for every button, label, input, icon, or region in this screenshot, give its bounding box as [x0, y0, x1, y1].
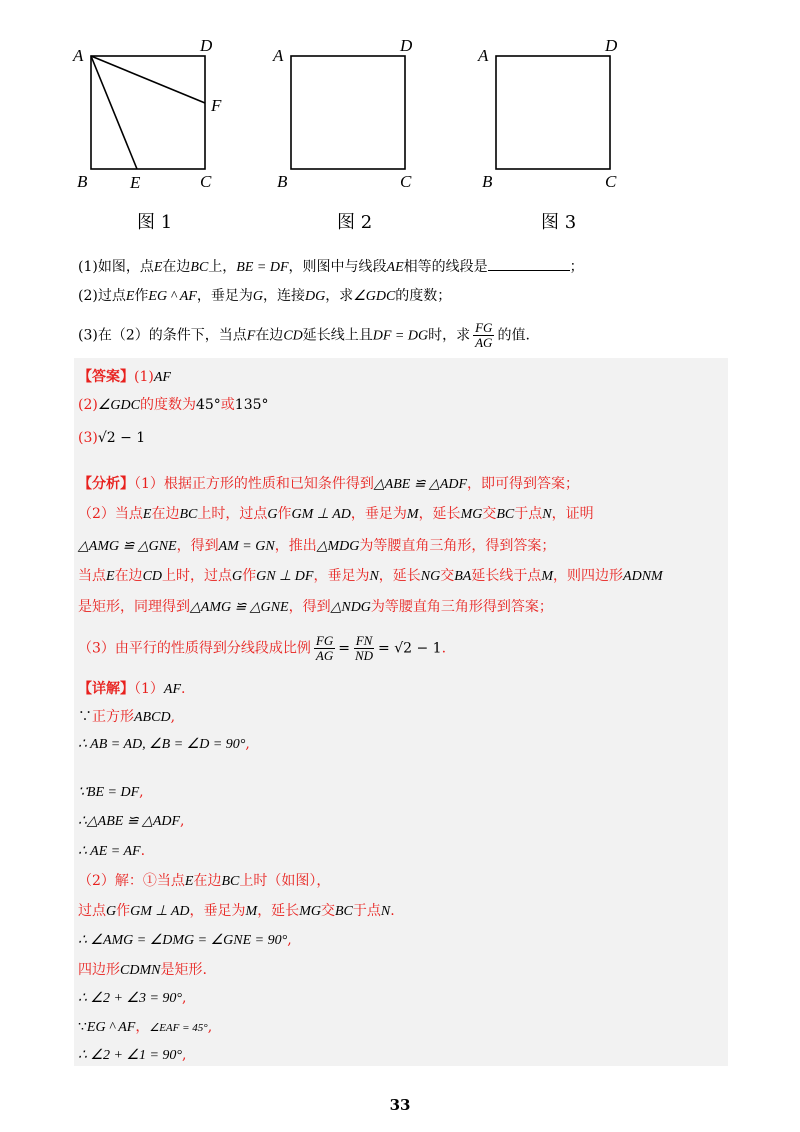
- analysis-tag: 【分析】: [78, 476, 134, 492]
- q3-text: 的值.: [497, 327, 530, 344]
- analysis-line-5: [78, 597, 553, 618]
- fig1-label-d: D: [200, 36, 213, 55]
- detail-text: ,: [180, 813, 185, 829]
- detail-text: 作: [116, 903, 131, 919]
- detail-math: N: [380, 904, 391, 919]
- detail-line-13: [78, 1045, 186, 1066]
- answer-line-2: [78, 395, 269, 416]
- geometry-figures: [0, 0, 800, 200]
- analysis-math: = √2 − 1: [378, 640, 442, 657]
- answer-blank[interactable]: [488, 256, 570, 271]
- fig2-label-d: D: [400, 36, 413, 55]
- fig2-label-a: A: [273, 46, 284, 65]
- detail-line-4: [78, 782, 144, 803]
- detail-line-10: [78, 960, 207, 981]
- detail-math: BC: [221, 874, 240, 889]
- analysis-math: G: [232, 569, 243, 584]
- detail-math: BC: [334, 904, 353, 919]
- detail-math: M: [245, 904, 258, 919]
- analysis-math: GM ⊥ AD: [291, 507, 351, 522]
- detail-text: ,: [245, 736, 250, 752]
- detail-line-7: [78, 871, 330, 892]
- detail-text: 上时（如图），: [239, 873, 331, 889]
- q3-math: CD: [283, 328, 303, 344]
- detail-text: .: [140, 843, 146, 859]
- detail-tag: 【详解】: [78, 681, 134, 697]
- fig3-label-d: D: [605, 36, 618, 55]
- analysis-text: ，延长: [378, 568, 421, 584]
- figure2-caption: 图 2: [337, 212, 373, 233]
- question-2: [78, 286, 451, 307]
- q2-math: DG: [304, 289, 326, 304]
- q1-math: E: [153, 260, 163, 275]
- detail-math: ∴ ∠2 + ∠1 = 90°: [78, 1048, 183, 1063]
- analysis-text: （2）当点: [78, 506, 143, 522]
- detail-math: GM ⊥ AD: [130, 904, 190, 919]
- analysis-text: ，则四边形: [553, 568, 624, 584]
- fig3-label-c: C: [605, 172, 617, 191]
- analysis-text: ，推出: [274, 538, 317, 554]
- q3-fraction: [473, 321, 494, 350]
- detail-math: ∠EAF = 45°: [149, 1022, 208, 1034]
- fig2-label-b: B: [277, 172, 288, 191]
- fig1-label-c: C: [200, 172, 212, 191]
- analysis-math: △AMG ≌ △GNE: [78, 539, 177, 554]
- detail-text: 是矩形.: [160, 962, 207, 978]
- answer-math: 45°: [195, 397, 221, 413]
- detail-text: ，: [135, 1019, 150, 1035]
- detail-text: 于点: [352, 903, 381, 919]
- analysis-line-1: [78, 474, 579, 495]
- analysis-text: 交: [482, 506, 497, 522]
- q3-text: (3)在（2）的条件下，当点: [78, 327, 247, 344]
- q2-text: 的度数；: [395, 288, 452, 304]
- answer-math: √2 − 1: [97, 430, 146, 446]
- fig1-label-e: E: [130, 173, 141, 192]
- detail-math: EG ^ AF: [86, 1020, 136, 1035]
- detail-line-2: [78, 707, 175, 728]
- detail-math: ∴ ∠2 + ∠3 = 90°: [78, 991, 183, 1006]
- analysis-math: △AMG ≌ △GNE: [190, 600, 289, 615]
- answer-tag: 【答案】: [78, 369, 134, 385]
- q2-text: (2)过点: [78, 288, 126, 304]
- analysis-line-2: [78, 504, 594, 525]
- q3-text: 在边: [255, 327, 284, 344]
- q2-math: ∠GDC: [353, 289, 396, 304]
- analysis-text: 在边: [114, 568, 143, 584]
- analysis-text: .: [441, 640, 447, 657]
- q1-math: BC: [190, 260, 209, 275]
- analysis-math: △MDG: [316, 539, 360, 554]
- detail-math: ∵: [78, 709, 92, 725]
- detail-text: （2）解：①当点: [78, 873, 185, 889]
- analysis-math: MG: [460, 507, 483, 522]
- question-3: [78, 321, 530, 350]
- q1-text: (1)如图，点: [78, 259, 154, 275]
- fraction-denominator: ND: [354, 648, 374, 663]
- analysis-math: BC: [496, 507, 515, 522]
- analysis-math: N: [542, 507, 552, 522]
- analysis-math: BA: [454, 569, 472, 584]
- fraction-denominator: AG: [315, 648, 334, 663]
- detail-math: ∴ AB = AD, ∠B = ∠D = 90°: [78, 737, 246, 752]
- q3-math: DF = DG: [372, 328, 429, 344]
- q1-math: AE: [386, 260, 404, 275]
- answer-text: 的度数为: [139, 397, 196, 413]
- q1-text: 上，: [208, 259, 237, 275]
- q3-text: 延长线上且: [302, 327, 373, 344]
- answer-text: 或: [220, 397, 235, 413]
- answer-math: AF: [153, 370, 171, 385]
- detail-math: ∴ AE = AF: [78, 844, 141, 859]
- answer-line: [78, 367, 171, 388]
- q2-text: ，连接: [262, 288, 305, 304]
- detail-text: .: [390, 903, 395, 919]
- detail-text: ，延长: [257, 903, 300, 919]
- q3-text: 时，求: [428, 327, 471, 344]
- analysis-text: ，证明: [551, 506, 594, 522]
- detail-math: G: [106, 904, 117, 919]
- analysis-text: 上时，过点: [197, 506, 268, 522]
- page-number: 33: [389, 1096, 411, 1114]
- analysis-math: ADNM: [623, 569, 663, 584]
- analysis-math: G: [267, 507, 278, 522]
- detail-text: ,: [207, 1019, 213, 1035]
- analysis-line-6: [78, 634, 446, 663]
- analysis-text: 为等腰直角三角形，得到答案；: [359, 538, 556, 554]
- detail-text: 正方形: [92, 709, 134, 725]
- fig2-label-c: C: [400, 172, 412, 191]
- analysis-text: 作: [277, 506, 292, 522]
- detail-text: ,: [287, 932, 292, 948]
- q2-text: 作: [134, 288, 149, 304]
- analysis-text: 延长线于点: [471, 568, 542, 584]
- analysis-text: ，即可得到答案；: [467, 476, 580, 492]
- detail-math: AF: [163, 682, 182, 697]
- analysis-text: （3）由平行的性质得到分线段成比例: [78, 640, 311, 657]
- figure2-square: [291, 56, 405, 169]
- detail-line-3: [78, 734, 250, 755]
- analysis-fraction-fn-nd: [353, 634, 375, 663]
- figure1-square: [91, 56, 205, 169]
- analysis-line-4: [78, 566, 663, 587]
- detail-line-8: [78, 901, 395, 922]
- analysis-text: ，得到: [176, 538, 219, 554]
- detail-text: ，垂足为: [189, 903, 246, 919]
- q3-math: F: [246, 328, 256, 344]
- detail-text: ,: [182, 1047, 187, 1063]
- detail-line-5: [78, 811, 185, 832]
- analysis-text: 作: [242, 568, 257, 584]
- figure1-caption: 图 1: [137, 212, 173, 233]
- q1-text: 相等的线段是: [403, 259, 488, 275]
- detail-text: ,: [182, 990, 187, 1006]
- analysis-math: BC: [179, 507, 198, 522]
- fig3-label-a: A: [478, 46, 489, 65]
- analysis-fraction-fg-ag: [314, 634, 335, 663]
- q2-math: G: [252, 289, 263, 304]
- analysis-text: 交: [440, 568, 455, 584]
- fig1-label-a: A: [73, 46, 84, 65]
- fraction-denominator: AG: [475, 335, 493, 350]
- analysis-text: 在边: [151, 506, 180, 522]
- fig1-label-b: B: [77, 172, 88, 191]
- detail-math: ∴ ∠AMG = ∠DMG = ∠GNE = 90°: [78, 933, 288, 948]
- fraction-numerator: FN: [355, 633, 373, 648]
- answer-math: 135°: [234, 397, 269, 413]
- q2-math: EG ^ AF: [148, 289, 197, 304]
- q1-math: BE = DF: [236, 260, 289, 275]
- q2-text: ，求: [325, 288, 354, 304]
- fraction-numerator: FG: [475, 320, 493, 335]
- fraction-numerator: FG: [315, 633, 334, 648]
- analysis-text: ，垂足为: [313, 568, 370, 584]
- detail-text: （1）: [134, 681, 164, 697]
- fig3-label-b: B: [482, 172, 493, 191]
- detail-text: 在边: [193, 873, 222, 889]
- analysis-text: 为等腰直角三角形得到答案；: [370, 599, 553, 615]
- detail-math: ∴△ABE ≌ △ADF: [78, 814, 181, 829]
- detail-line-12: [78, 1017, 212, 1038]
- answer-line-3: [78, 428, 145, 448]
- analysis-math: GN ⊥ DF: [256, 569, 314, 584]
- answer-text: (2): [78, 397, 98, 413]
- figure3-square: [496, 56, 610, 169]
- figures-area: [0, 0, 800, 240]
- analysis-text: 是矩形，同理得到: [78, 599, 190, 615]
- analysis-text: ，延长: [418, 506, 461, 522]
- analysis-math: △ABE ≌ △ADF: [373, 477, 468, 492]
- analysis-math: M: [541, 569, 554, 584]
- analysis-text: （1）根据正方形的性质和已知条件得到: [134, 476, 374, 492]
- analysis-math: CD: [142, 569, 163, 584]
- detail-line-6: [78, 841, 145, 862]
- analysis-math: AM = GN: [218, 539, 275, 554]
- detail-line-9: [78, 930, 292, 951]
- analysis-line-3: [78, 536, 555, 557]
- answer-math: ∠GDC: [97, 398, 140, 413]
- detail-line-1: [78, 679, 185, 700]
- analysis-text: ，垂足为: [350, 506, 407, 522]
- detail-math: ABCD: [134, 710, 171, 725]
- answer-text: (3): [78, 430, 98, 446]
- figure3-caption: 图 3: [541, 212, 577, 233]
- detail-text: 过点: [78, 903, 106, 919]
- analysis-text: 上时，过点: [162, 568, 233, 584]
- analysis-math: M: [406, 507, 419, 522]
- analysis-math: =: [338, 640, 350, 657]
- analysis-text: 于点: [514, 506, 543, 522]
- question-1: [78, 256, 584, 278]
- detail-text: 四边形: [78, 962, 120, 978]
- detail-text: ,: [170, 709, 176, 725]
- detail-text: 交: [320, 903, 335, 919]
- analysis-math: E: [106, 569, 115, 584]
- detail-math: ∵: [78, 1019, 87, 1035]
- analysis-math: NG: [420, 569, 441, 584]
- q1-text: ，则图中与线段: [288, 259, 387, 275]
- analysis-math: E: [142, 507, 152, 522]
- analysis-text: 当点: [78, 568, 106, 584]
- q2-text: ，垂足为: [196, 288, 253, 304]
- detail-line-11: [78, 988, 186, 1009]
- detail-math: MG: [299, 904, 321, 919]
- detail-math: CDMN: [120, 963, 161, 978]
- detail-math: E: [184, 874, 194, 889]
- analysis-text: ，得到: [288, 599, 331, 615]
- q1-text: 在边: [162, 259, 191, 275]
- q2-math: E: [125, 289, 135, 304]
- analysis-math: N: [369, 569, 379, 584]
- detail-text: .: [181, 681, 186, 697]
- q1-text: ；: [569, 259, 584, 275]
- analysis-math: △NDG: [330, 600, 371, 615]
- fig1-label-f: F: [211, 96, 222, 115]
- detail-text: ,: [139, 784, 144, 800]
- detail-math: ∵BE = DF: [78, 785, 140, 800]
- answer-text: (1): [134, 369, 154, 385]
